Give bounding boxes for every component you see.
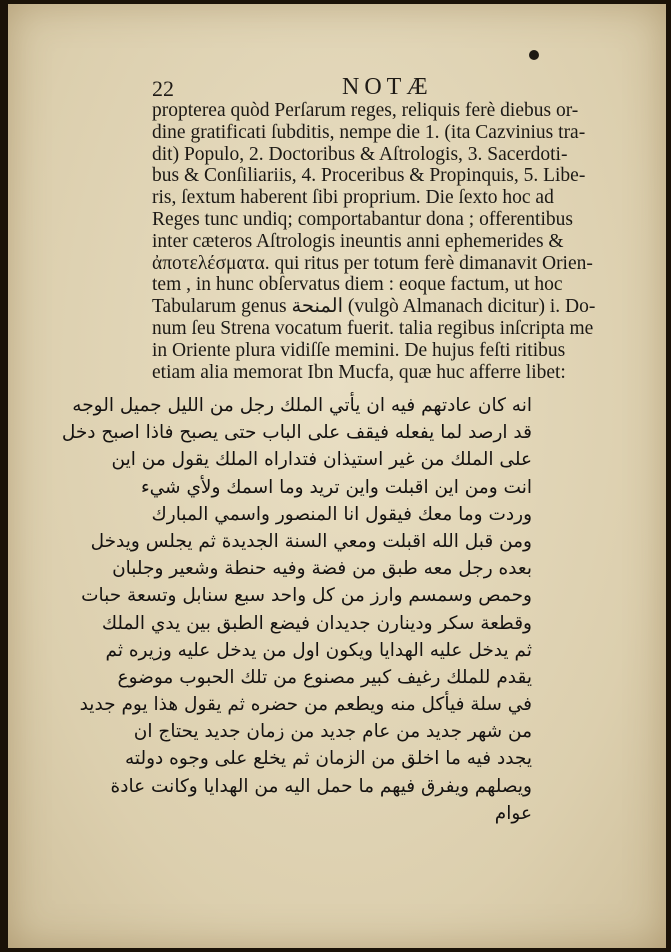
arabic-line: وحمص وسمسم وارز من كل واحد سبع سنابل وتسعة حبات (81, 585, 532, 607)
running-head: NOTÆ (342, 74, 433, 100)
text-line: dit) Populo, 2. Doctoribus & Aſtrologis, 3. Sacerdoti- (152, 143, 568, 165)
book-page (8, 4, 666, 948)
text-line: Tabularum genus المنحة (vulgò Almanach dicitur) i. Do- (152, 296, 596, 318)
arabic-line: بعده رجل معه طبق من فضة وفيه حنطة وشعير وجلبان (112, 558, 532, 580)
text-line: tem , in hunc obſervatus diem : eoque factum, ut hoc (152, 274, 563, 296)
arabic-line: وقطعة سكر ودينارن جديدان فيضع الطبق بين يدي الملك (101, 612, 532, 634)
text-line: dine gratificati ſubditis, nempe die 1. (ita Cazvinius tra- (152, 121, 586, 143)
arabic-line: في سلة فيأكل منه ويطعم من حضره ثم يقول هذا يوم جديد (79, 694, 532, 716)
arabic-text-block (61, 392, 532, 827)
arabic-line: عوام (494, 802, 532, 824)
arabic-line: على الملك من غير استيذان فتداراه الملك يقول من اين (111, 449, 532, 471)
arabic-line: يقدم للملك رغيف كبير مصنوع من تلك الحبوب موضوع (117, 666, 532, 688)
text-line: ris, ſextum haberent ſibi proprium. Die ſexto hoc ad (152, 187, 554, 209)
text-line: inter cæteros Aſtrologis ineuntis anni ephemerides & (152, 230, 564, 252)
arabic-line: قد ارصد لما يفعله فيقف على الباب حتى يصبح فاذا اصبح دخل (61, 422, 532, 444)
text-line: num ſeu Strena vocatum fuerit. talia regibus inſcripta me (152, 317, 594, 339)
page-number: 22 (152, 76, 174, 101)
text-line: Reges tunc undiq; comportabantur dona ; offerentibus (152, 208, 573, 230)
arabic-line: ثم يدخل عليه الهدايا ويكون اول من يدخل عليه وزيره ثم (105, 639, 532, 661)
ink-spot (529, 50, 539, 60)
text-line: etiam alia memorat Ibn Mucfa, quæ huc afferre libet: (152, 361, 566, 383)
arabic-line: انه كان عادتهم فيه ان يأتي الملك رجل من الليل جميل الوجه (72, 395, 532, 416)
text-line: bus & Conſiliariis, 4. Proceribus & Propinquis, 5. Libe- (152, 165, 586, 187)
arabic-line: انت ومن اين اقبلت واين تريد وما اسمك ولأي شيء (140, 476, 532, 498)
text-line: propterea quòd Perſarum reges, reliquis ferè diebus or- (152, 100, 579, 121)
arabic-line: ومن قبل الله اقبلت ومعي السنة الجديدة ثم يجلس ويدخل (90, 530, 532, 552)
arabic-line: وردت وما معك فيقول انا المنصور واسمي المبارك (151, 503, 532, 525)
arabic-line: يجدد فيه ما اخلق من الزمان ثم يخلع على وجوه دولته (124, 748, 532, 770)
text-line: in Oriente plura vidiſſe memini. De hujus feſti ritibus (152, 339, 566, 361)
text-line: ἀποτελέσματα. qui ritus per totum ferè dimanavit Orien- (152, 252, 593, 274)
arabic-line: من شهر جديد من عام جديد من زمان جديد يحتاج ان (133, 721, 532, 743)
latin-text-block (152, 100, 596, 383)
arabic-line: ويصلهم ويفرق فيهم ما حمل اليه من الهدايا وكانت عادة (110, 775, 532, 797)
